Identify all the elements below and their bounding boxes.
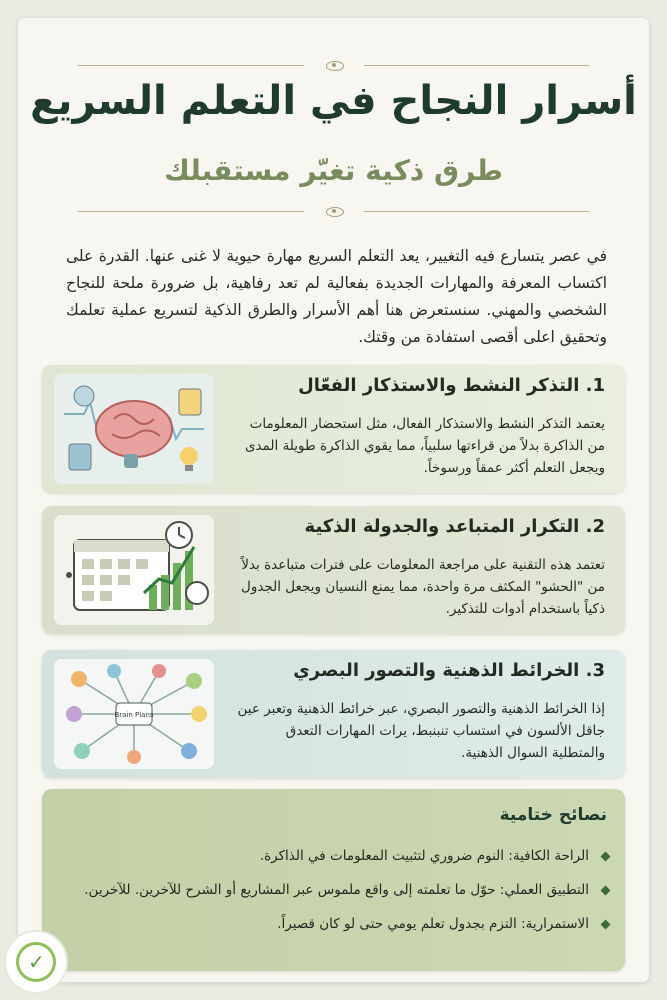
diamond-bullet-icon [601,886,611,896]
section-body: إذا الخرائط الذهنية والتصور البصري، عبر خرائط الذهنية وتعبر عين جاقل الألسون في استساب تنبنبط، يرات المهارات التعدق والمتطلية السوال الذهنية. [237,701,605,761]
page-title: أسرار النجاح في التعلم السريع [30,78,637,124]
calendar-chart-icon [54,515,214,625]
page-subtitle: طرق ذكية تغيّر مستقبلك [164,154,503,187]
section-body: يعتمد التذكر النشط والاستذكار الفعال، مثل استحضار المعلومات من الذاكرة بدلاً من قراءتها سلبياً، مما يقوي الذاكرة طويلة المدى ويجعل التعلم أكثر عمقاً ورسوخاً. [244,416,605,476]
section-heading: 3. الخرائط الذهنية والتصور البصري [293,660,605,681]
list-item: الاستمرارية: التزم بجدول تعلم يومي حتى لو كان قصيراً. [56,912,611,936]
tips-list [56,844,611,946]
diamond-bullet-icon [601,852,611,862]
section-body: تعتمد هذه التقنية على مراجعة المعلومات على فترات متباعدة بدلاً من "الحشو" المكثف مرة واحدة، مما يمنع النسيان ويجعل الجدول ذكياً باستخدام أدوات للتذكير. [241,557,605,617]
list-item: التطبيق العملي: حوّل ما تعلمته إلى واقع ملموس عبر المشاريع أو الشرح للآخرين. للآخرين. [56,878,611,902]
watermark-logo [4,930,68,994]
mind-map-center-label: Brain Plans [114,711,154,719]
closing-tips-box [42,789,625,971]
brain-icon [54,374,214,484]
logo-check-icon: ✓ [28,950,45,974]
tips-title: نصائح ختامية [499,805,607,825]
section-card-spaced-repetition [42,506,625,634]
section-heading: 2. التكرار المتباعد والجدولة الذكية [304,516,605,537]
infographic-page [18,18,649,982]
section-card-mind-maps [42,650,625,778]
mind-map-icon [54,659,214,769]
top-ornament [78,58,589,72]
diamond-bullet-icon [601,920,611,930]
section-card-active-recall [42,365,625,493]
intro-paragraph: في عصر يتسارع فيه التغيير، يعد التعلم السريع مهارة حيوية لا غنى عنها. القدرة على اكتساب المعرفة والمهارات الجديدة بفعالية لم تعد رفاهية، بل ضرورة ملحة للنجاح الشخصي والمهني. سنستعرض هنا أهم الأسرار والطرق الذكية لتسريع عملية تعلمك وتحقيق اعلى أقصى استفادة من وقتك. [66,247,607,346]
section-heading: 1. التذكر النشط والاستذكار الفعّال [298,375,605,396]
list-item: الراحة الكافية: النوم ضروري لتثبيت المعلومات في الذاكرة. [56,844,611,868]
bottom-ornament [78,204,589,218]
